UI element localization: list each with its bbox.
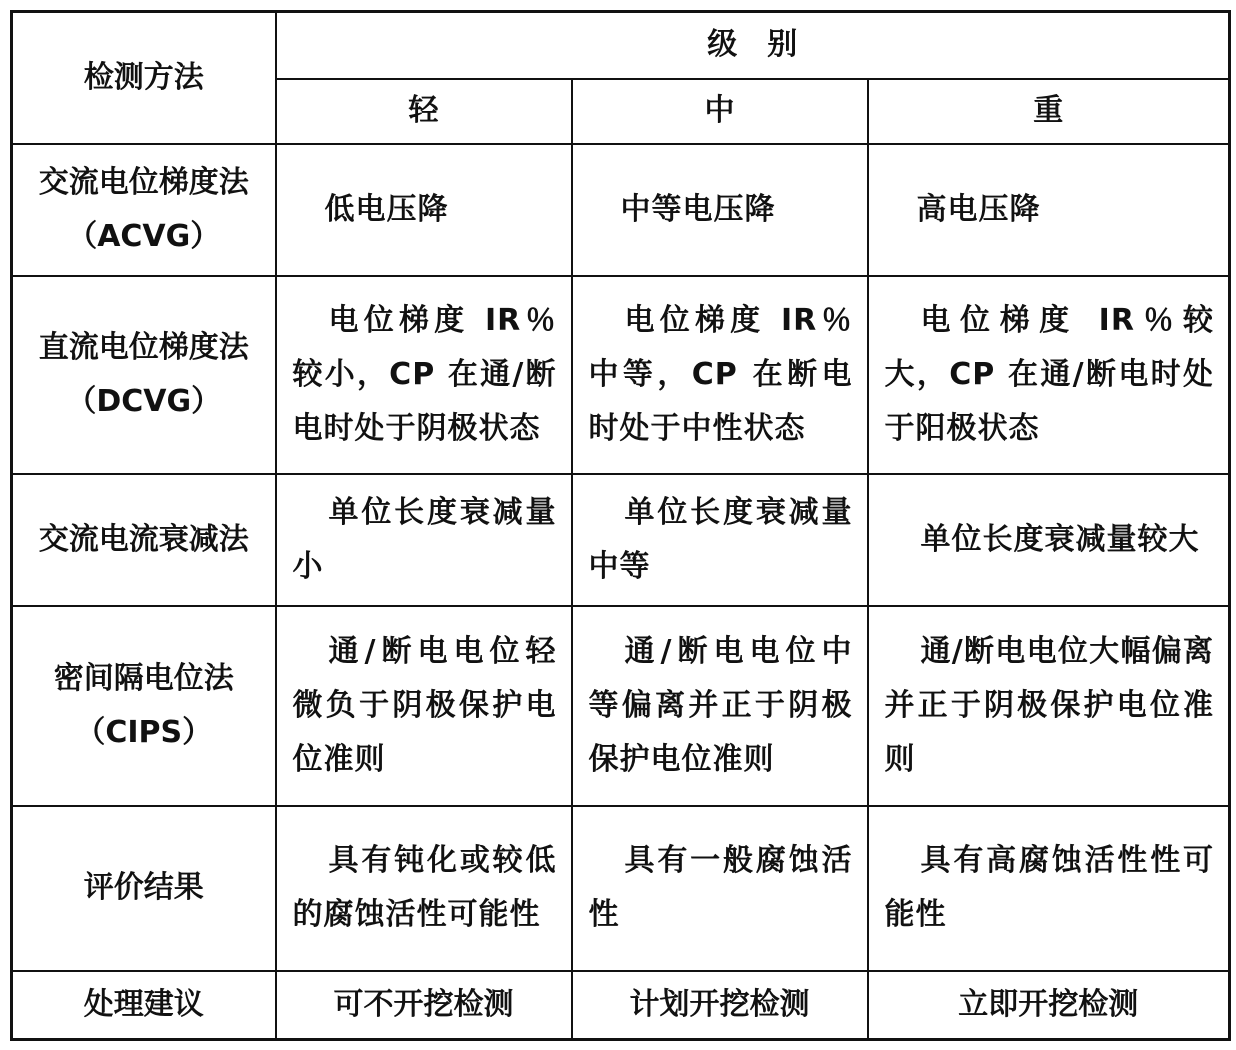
method-cell [12,806,276,971]
cell-text: 通/断电电位中等偏离并正于阴极保护电位准则 [588,633,853,777]
cell-text: 单位长度衰减量较大 [920,521,1200,557]
cell-medium [572,806,868,971]
cell-text: 单位长度衰减量中等 [588,494,853,584]
method-cell [12,606,276,806]
method-name: 交流电位梯度法 [38,164,249,200]
method-cell [12,276,276,474]
header-level: 级 别 [276,12,1230,79]
table-row [12,606,1230,806]
cell-text: 具有高腐蚀活性性可能性 [884,843,1215,932]
header-level-heavy: 重 [868,79,1230,144]
table-row [12,474,1230,606]
cell-text: 电位梯度 IR％较大，CP 在通/断电时处于阳极状态 [884,302,1215,446]
method-cell [12,144,276,276]
method-cell [12,971,276,1040]
table-row [12,806,1230,971]
cell-light [276,606,572,806]
table-row [12,144,1230,276]
table-row [12,971,1230,1040]
cell-heavy: 立即开挖检测 [868,971,1230,1040]
cell-light: 低电压降 [276,144,572,276]
method-name: 处理建议 [83,986,204,1022]
method-cell [12,474,276,606]
cell-heavy [868,276,1230,474]
cell-text: 单位长度衰减量小 [292,494,557,584]
method-abbr: （DCVG） [66,383,222,419]
method-name: 评价结果 [83,870,204,905]
cell-text: 具有钝化或较低的腐蚀活性可能性 [292,843,557,932]
cell-medium: 计划开挖检测 [572,971,868,1040]
method-name: 直流电位梯度法 [38,329,249,365]
cell-medium: 中等电压降 [572,144,868,276]
method-name: 密间隔电位法 [53,660,234,696]
cell-heavy [868,606,1230,806]
cell-light: 可不开挖检测 [276,971,572,1040]
cell-text: 电位梯度 IR％中等，CP 在断电时处于中性状态 [588,302,853,446]
cell-medium [572,606,868,806]
cell-text: 通/断电电位轻微负于阴极保护电位准则 [292,633,557,777]
cell-heavy: 高电压降 [868,144,1230,276]
header-level-light: 轻 [276,79,572,144]
cell-text: 具有一般腐蚀活性 [588,843,853,932]
method-abbr: （ACVG） [67,218,221,254]
cell-medium [572,474,868,606]
header-level-medium: 中 [572,79,868,144]
method-abbr: （CIPS） [75,714,213,750]
header-method: 检测方法 [12,12,276,144]
table-container [10,10,1228,1038]
table-row [12,276,1230,474]
cell-light [276,474,572,606]
cell-light [276,806,572,971]
cell-heavy [868,806,1230,971]
cell-light [276,276,572,474]
cell-text: 通/断电电位大幅偏离并正于阴极保护电位准则 [884,633,1215,777]
cell-text: 电位梯度 IR％较小，CP 在通/断电时处于阴极状态 [292,302,557,446]
cell-heavy [868,474,1230,606]
cell-medium [572,276,868,474]
method-name: 交流电流衰减法 [38,521,249,557]
corrosion-level-table [10,10,1231,1041]
